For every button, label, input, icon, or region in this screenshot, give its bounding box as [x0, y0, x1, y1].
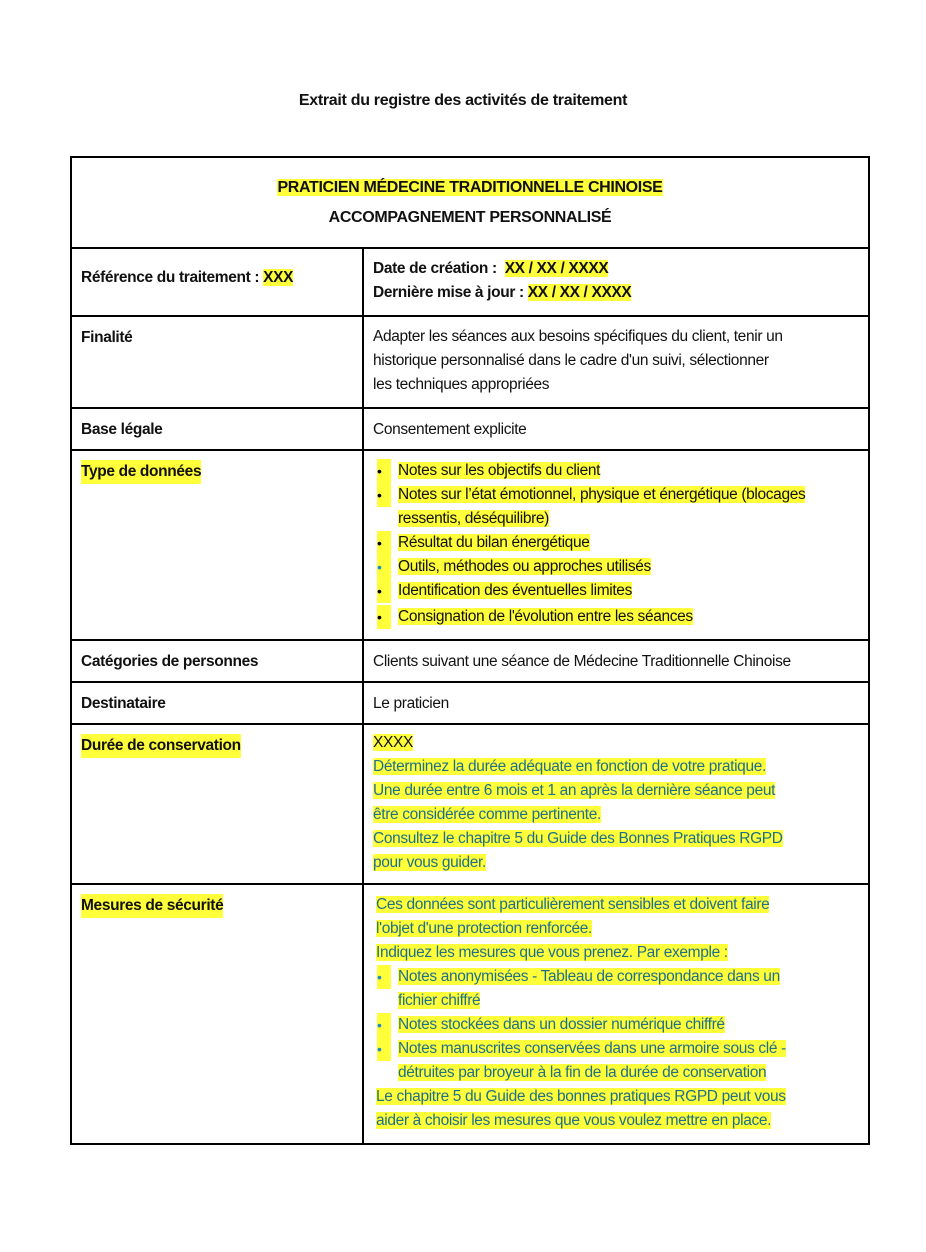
mesures-label-cell	[71, 884, 363, 1144]
guidance-line: être considérée comme pertinente.	[373, 806, 601, 823]
update-date-label: Dernière mise à jour :	[373, 284, 528, 301]
text-line: Adapter les séances aux besoins spécifiques du client, tenir un	[373, 328, 783, 345]
bullet-icon: •	[377, 1037, 391, 1061]
type-donnees-value-cell	[363, 450, 869, 640]
security-measures-list	[373, 965, 868, 1085]
destinataire-value: Le praticien	[373, 695, 449, 712]
reference-label-cell	[71, 248, 363, 316]
activity-subtitle: ACCOMPAGNEMENT PERSONNALISÉ	[328, 209, 612, 226]
mesures-row	[71, 884, 869, 1144]
list-item: • Consignation de l'évolution entre les séances	[373, 605, 868, 629]
destinataire-label-cell	[71, 682, 363, 724]
base-legale-label-cell	[71, 408, 363, 450]
reference-label: Référence du traitement :	[81, 269, 264, 286]
duree-value	[364, 725, 868, 875]
type-donnees-row	[71, 450, 869, 640]
guidance-line: Indiquez les mesures que vous prenez. Par exemple :	[376, 944, 728, 961]
finalite-row	[71, 316, 869, 408]
bullet-icon: •	[377, 579, 391, 603]
base-legale-value-cell	[363, 408, 869, 450]
list-item: • Notes sur les objectifs du client	[373, 459, 868, 483]
dates-cell	[363, 248, 869, 316]
header-row	[71, 157, 869, 248]
categories-value: Clients suivant une séance de Médecine Traditionnelle Chinoise	[373, 653, 791, 670]
mesures-label: Mesures de sécurité	[81, 894, 223, 918]
guidance-line: Consultez le chapitre 5 du Guide des Bonnes Pratiques RGPD	[373, 830, 783, 847]
list-item: • Résultat du bilan énergétique	[373, 531, 868, 555]
document-title: Extrait du registre des activités de traitement	[298, 92, 628, 109]
categories-value-cell	[363, 640, 869, 682]
duree-label: Durée de conservation	[81, 734, 241, 758]
mesures-value	[364, 885, 868, 1133]
guidance-line: Une durée entre 6 mois et 1 an après la dernière séance peut	[373, 782, 776, 799]
guidance-line: l'objet d'une protection renforcée.	[376, 920, 592, 937]
destinataire-label: Destinataire	[81, 695, 166, 712]
header-cell	[71, 157, 869, 248]
duree-value-cell	[363, 724, 869, 884]
list-item: • Identification des éventuelles limites	[373, 579, 868, 603]
categories-label: Catégories de personnes	[81, 653, 259, 670]
finalite-value	[364, 317, 868, 397]
finalite-value-cell	[363, 316, 869, 408]
guidance-line: Le chapitre 5 du Guide des bonnes pratiques RGPD peut vous	[376, 1088, 786, 1105]
bullet-icon: •	[377, 459, 391, 483]
register-table	[70, 156, 870, 1145]
duree-row	[71, 724, 869, 884]
list-item: • Notes manuscrites conservées dans une armoire sous clé - détruites par broyeur à la fin de la durée de conservation	[373, 1037, 868, 1085]
bullet-icon: •	[377, 965, 391, 989]
text-line: historique personnalisé dans le cadre d'un suivi, sélectionner	[373, 352, 769, 369]
list-item: • Notes sur l’état émotionnel, physique et énergétique (blocages ressentis, déséquilibre)	[373, 483, 868, 531]
type-donnees-label: Type de données	[81, 460, 201, 484]
finalite-label-cell	[71, 316, 363, 408]
categories-row	[71, 640, 869, 682]
type-donnees-label-cell	[71, 450, 363, 640]
list-item: • Notes anonymisées - Tableau de correspondance dans un fichier chiffré	[373, 965, 868, 1013]
bullet-icon: •	[377, 605, 391, 629]
categories-label-cell	[71, 640, 363, 682]
finalite-label: Finalité	[81, 329, 133, 346]
text-line: les techniques appropriées	[373, 376, 550, 393]
activity-title: PRATICIEN MÉDECINE TRADITIONNELLE CHINOISE	[277, 179, 663, 196]
guidance-line: pour vous guider.	[373, 854, 486, 871]
guidance-line: Ces données sont particulièrement sensibles et doivent faire	[376, 896, 770, 913]
retention-value: XXXX	[373, 734, 413, 751]
base-legale-value: Consentement explicite	[373, 421, 527, 438]
list-item: • Notes stockées dans un dossier numérique chiffré	[373, 1013, 868, 1037]
bullet-icon: •	[377, 1013, 391, 1037]
update-date-value: XX / XX / XXXX	[527, 284, 632, 301]
creation-date-label: Date de création :	[373, 260, 505, 277]
base-legale-row	[71, 408, 869, 450]
base-legale-label: Base légale	[81, 421, 163, 438]
mesures-value-cell	[363, 884, 869, 1144]
bullet-icon: •	[377, 555, 391, 579]
destinataire-row	[71, 682, 869, 724]
list-item: • Outils, méthodes ou approches utilisés	[373, 555, 868, 579]
guidance-line: aider à choisir les mesures que vous voulez mettre en place.	[376, 1112, 772, 1129]
reference-value: XXX	[263, 269, 294, 286]
creation-date-value: XX / XX / XXXX	[504, 260, 609, 277]
bullet-icon: •	[377, 483, 391, 507]
data-types-list	[364, 451, 868, 629]
bullet-icon: •	[377, 531, 391, 555]
destinataire-value-cell	[363, 682, 869, 724]
reference-row	[71, 248, 869, 316]
duree-label-cell	[71, 724, 363, 884]
guidance-line: Déterminez la durée adéquate en fonction de votre pratique.	[373, 758, 766, 775]
